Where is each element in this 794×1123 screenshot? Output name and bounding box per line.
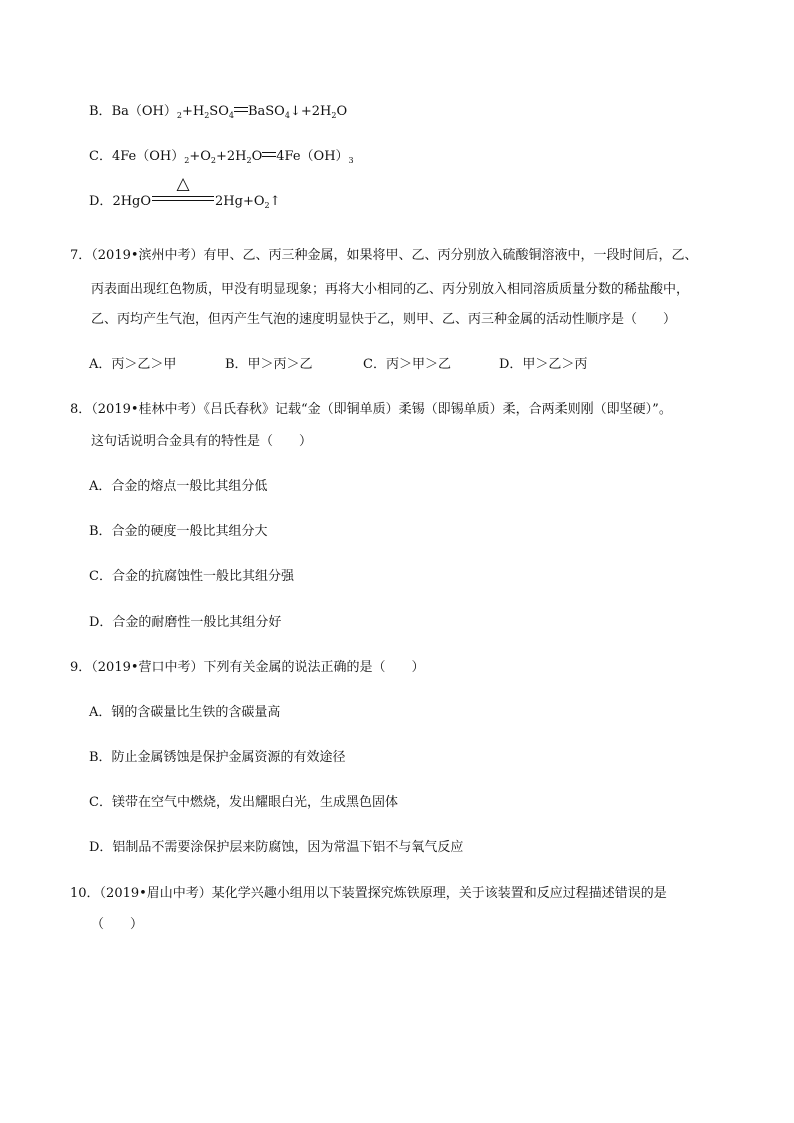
subscript: 4 [228,111,234,120]
formula-part: ↑ [269,194,281,209]
formula-part: +H [181,104,205,119]
subscript: 4 [284,111,290,120]
q10-stem-line-2: （ ） [91,917,144,932]
subscript: 2 [184,156,190,165]
q7-option-d: D．甲＞乙＞丙 [499,357,588,372]
q7-option-c: C．丙＞甲＞乙 [363,357,451,372]
q8-option-d: D．合金的耐磨性一般比其组分好 [89,615,282,630]
q7-option-b: B．甲＞丙＞乙 [225,357,313,372]
q6-option-d [89,174,281,212]
formula-part: 4Fe（OH） [276,149,349,164]
formula-part: O [336,104,348,119]
subscript: 2 [204,111,210,120]
q9-stem-line-1: 9．（2019•营口中考）下列有关金属的说法正确的是（ ） [70,660,425,675]
formula-part: SO [209,104,229,119]
q8-option-c: C．合金的抗腐蚀性一般比其组分强 [89,569,294,584]
q8-stem-line-1: 8．（2019•桂林中考）《吕氏春秋》记载“金（即铜单质）柔锡（即锡单质）柔，合两柔则刚（即坚硬）”。 [70,402,672,417]
reaction-equals-sign [262,151,276,159]
q7-stem-line-1: 7．（2019•滨州中考）有甲、乙、丙三种金属，如果将甲、乙、丙分别放入硫酸铜溶液中，一段时间后，乙、 [70,248,698,263]
equals-bar-top [152,196,214,197]
q9-option-c: C．镁带在空气中燃烧，发出耀眼白光，生成黑色固体 [89,795,398,810]
q9-option-a: A．钢的含碳量比生铁的含碳量高 [89,705,281,720]
formula-part: Ba（OH） [111,104,177,119]
option-letter: D． [89,194,113,209]
option-letter: B． [89,104,112,119]
q9-option-d: D．铝制品不需要涂保护层来防腐蚀，因为常温下铝不与氧气反应 [89,840,464,855]
subscript: 2 [331,111,337,120]
subscript: 3 [348,156,354,165]
formula-part: +O [189,149,211,164]
subscript: 2 [176,111,182,120]
formula-part: 2Hg+O [215,194,265,209]
heat-symbol: △ [176,174,190,194]
reaction-condition-equals [152,174,214,206]
formula-part: BaSO [247,104,285,119]
subscript: 2 [264,201,270,210]
q9-option-b: B．防止金属锈蚀是保护金属资源的有效途径 [89,750,346,765]
equals-bar-bottom [152,200,214,201]
q6-option-c [89,147,354,167]
q10-stem-line-1: 10．（2019•眉山中考）某化学兴趣小组用以下装置探究炼铁原理，关于该装置和反应过程描述错误的是 [70,886,667,901]
formula-part: 2HgO [112,194,152,209]
subscript: 2 [246,156,252,165]
subscript: 2 [210,156,216,165]
q7-stem-line-2: 丙表面出现红色物质，甲没有明显现象；再将大小相同的乙、丙分别放入相同溶质质量分数的稀盐酸中， [91,282,690,297]
formula-part: ↓+2H [289,104,332,119]
formula-part: O [251,149,263,164]
q7-option-a: A．丙＞乙＞甲 [89,357,177,372]
formula-part: 4Fe（OH） [111,149,185,164]
q6-option-b [89,102,347,122]
q8-option-a: A．合金的熔点一般比其组分低 [89,479,268,494]
option-letter: C． [89,149,112,164]
q8-stem-line-2: 这句话说明合金具有的特性是（ ） [91,434,313,449]
formula-part: +2H [215,149,247,164]
q7-options-row [89,355,587,375]
q7-stem-line-3: 乙、丙均产生气泡，但丙产生气泡的速度明显快于乙，则甲、乙、丙三种金属的活动性顺序是（ ） [91,312,677,327]
reaction-equals-sign [234,106,248,114]
q8-option-b: B．合金的硬度一般比其组分大 [89,524,268,539]
